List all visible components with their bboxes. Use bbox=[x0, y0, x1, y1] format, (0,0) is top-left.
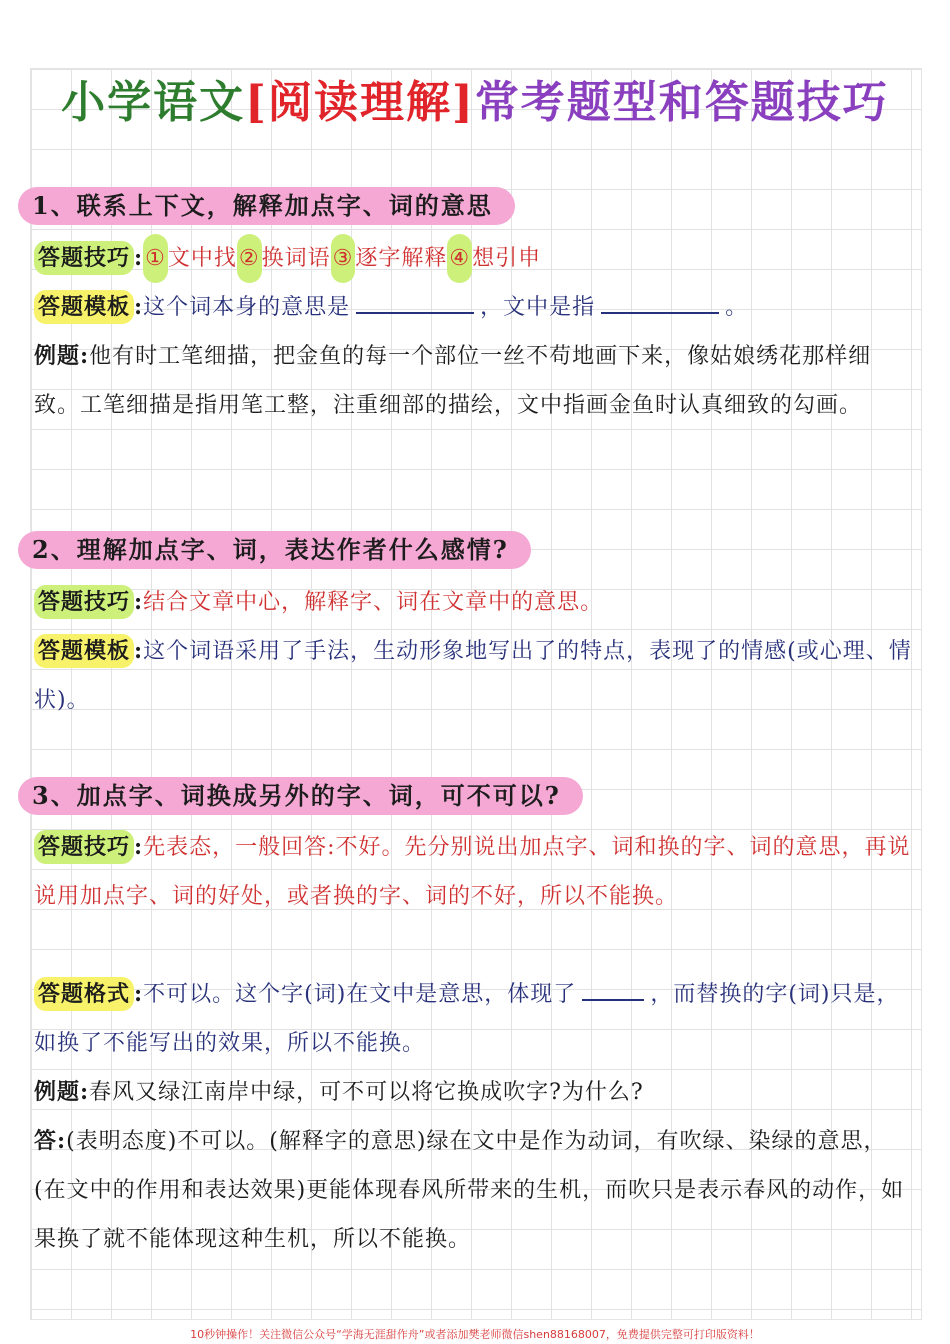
section-3-example-label: 例题 bbox=[34, 1079, 81, 1105]
section-1-example-label: 例题 bbox=[34, 343, 81, 369]
section-3-tips-text: 先表态，一般回答:不好。先分别说出加点字、词和换的字、词的意思，再说说用加点字、词的好处，或者换的字、词的不好，所以不能换。 bbox=[34, 835, 911, 909]
section-3-format: 答题格式 :不可以。这个字(词)在文中是意思，体现了 ，而替换的字(词)只是，如换了不能写出的效果，所以不能换。 bbox=[34, 970, 914, 1068]
fill-in-blank bbox=[582, 975, 644, 1001]
tip-2-text: 换词语 bbox=[261, 246, 331, 271]
tip-3-text: 逐字解释 bbox=[355, 246, 448, 271]
tip-1-number: ① bbox=[143, 234, 168, 283]
section-1-template-label: 答题模板 bbox=[34, 290, 134, 324]
fill-in-blank bbox=[601, 288, 719, 314]
section-2-tips-label: 答题技巧 bbox=[34, 585, 134, 619]
section-1-tips: 答题技巧 :①文中找②换词语③逐字解释④想引申 bbox=[34, 234, 914, 283]
section-2-template-label: 答题模板 bbox=[34, 634, 134, 668]
tip-4-number: ④ bbox=[447, 234, 472, 283]
section-1-template-part-a: 这个词本身的意思是 bbox=[143, 295, 351, 320]
tip-1-text: 文中找 bbox=[167, 246, 237, 271]
fill-in-blank bbox=[356, 288, 474, 314]
section-3-example-text: 春风又绿江南岸中绿，可不可以将它换成吹字?为什么? bbox=[89, 1080, 644, 1105]
title-part-subject: 小学语文 bbox=[61, 77, 246, 128]
section-1-template-part-c: 。 bbox=[725, 295, 749, 320]
section-3-tips-label: 答题技巧 bbox=[34, 830, 134, 864]
page-title bbox=[0, 70, 950, 136]
section-1-template-part-b: ，文中是指 bbox=[480, 295, 596, 320]
section-2-tips-text: 结合文章中心，解释字、词在文章中的意思。 bbox=[143, 590, 604, 615]
tip-4-text: 想引申 bbox=[472, 246, 542, 271]
section-2-template-text: 这个词语采用了手法，生动形象地写出了的特点，表现了的情感(或心理、情状)。 bbox=[34, 639, 912, 713]
section-3-answer-text: (表明态度)不可以。(解释字的意思)绿在文中是作为动词，有吹绿、染绿的意思，(在文中的作用和表达效果)更能体现春风所带来的生机，而吹只是表示春风的动作，如果换了就不能体现这种生机，所以不能换。 bbox=[34, 1129, 905, 1252]
section-3-heading: 3、加点字、词换成另外的字、词，可不可以? bbox=[18, 777, 583, 815]
promo-footer: 10秒钟操作！关注微信公众号“学海无涯甜作舟”或者添加樊老师微信shen88168007，免费提供完整可打印版资料！ bbox=[190, 1328, 760, 1341]
section-3-format-part-a: 不可以。这个字(词)在文中是意思，体现了 bbox=[143, 982, 577, 1007]
section-2-tips: 答题技巧 :结合文章中心，解释字、词在文章中的意思。 bbox=[34, 578, 914, 627]
section-2-template: 答题模板 :这个词语采用了手法，生动形象地写出了的特点，表现了的情感(或心理、情状)。 bbox=[34, 627, 914, 725]
section-1-example: 例题:他有时工笔细描，把金鱼的每一个部位一丝不苟地画下来，像姑娘绣花那样细致。工笔细描是指用笔工整，注重细部的描绘，文中指画金鱼时认真细致的勾画。 bbox=[34, 343, 872, 418]
title-part-skills: 答题技巧 bbox=[704, 77, 889, 128]
section-3-answer-label: 答: bbox=[34, 1128, 67, 1154]
section-1-tips-label: 答题技巧 bbox=[34, 241, 134, 275]
tip-2-number: ② bbox=[237, 234, 262, 283]
section-1-template: 答题模板 :这个词本身的意思是 ，文中是指 。 bbox=[34, 283, 914, 332]
section-3-answer bbox=[34, 1117, 914, 1264]
section-3-example: 例题:春风又绿江南岸中绿，可不可以将它换成吹字?为什么? bbox=[34, 1079, 644, 1105]
section-1-heading: 1、联系上下文，解释加点字、词的意思 bbox=[18, 187, 515, 225]
section-3-format-label: 答题格式 bbox=[34, 977, 134, 1011]
section-3-tips: 答题技巧 :先表态，一般回答:不好。先分别说出加点字、词和换的字、词的意思，再说说用加点字、词的好处，或者换的字、词的不好，所以不能换。 bbox=[34, 823, 914, 921]
title-part-topic: [阅读理解] bbox=[245, 77, 475, 128]
section-3-format-part-b: ，而替换的字(词)只是，如换了不能写出的效果，所以不能换。 bbox=[34, 982, 900, 1056]
section-1-example-text: 他有时工笔细描，把金鱼的每一个部位一丝不苟地画下来，像姑娘绣花那样细致。工笔细描是指用笔工整，注重细部的描绘，文中指画金鱼时认真细致的勾画。 bbox=[34, 344, 872, 418]
title-part-types: 常考题型和 bbox=[474, 77, 705, 128]
tip-3-number: ③ bbox=[331, 234, 356, 283]
section-2-heading: 2、理解加点字、词，表达作者什么感情? bbox=[18, 531, 531, 569]
